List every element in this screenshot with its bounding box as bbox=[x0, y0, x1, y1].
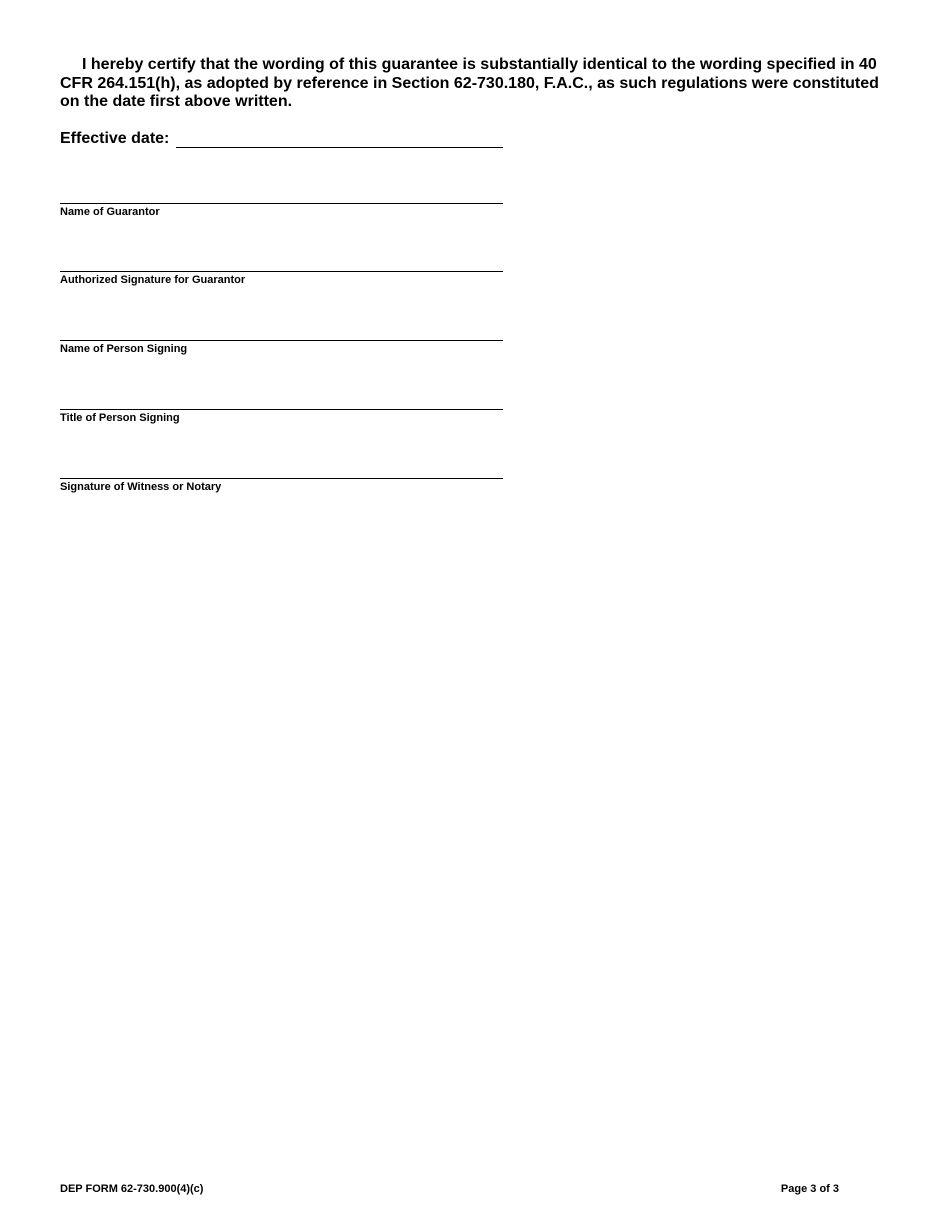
witness-signature-label: Signature of Witness or Notary bbox=[60, 481, 222, 493]
title-of-person-signing-field[interactable] bbox=[60, 409, 503, 410]
certification-statement: I hereby certify that the wording of this guarantee is substantially identical to the wording specified in 40 CFR 264.151(h), as adopted by reference in Section 62-730.180, F.A.C., as such regulations were constituted on the date first above written. bbox=[60, 56, 879, 110]
name-of-person-signing-label: Name of Person Signing bbox=[60, 343, 188, 355]
name-of-person-signing-field[interactable] bbox=[60, 340, 503, 341]
effective-date-field[interactable] bbox=[176, 147, 503, 148]
name-of-guarantor-field[interactable] bbox=[60, 203, 503, 204]
effective-date-row bbox=[60, 130, 503, 150]
authorized-signature-field[interactable] bbox=[60, 271, 503, 272]
witness-signature-field[interactable] bbox=[60, 478, 503, 479]
form-number: DEP FORM 62-730.900(4)(c) bbox=[60, 1183, 204, 1195]
authorized-signature-label: Authorized Signature for Guarantor bbox=[60, 274, 246, 286]
page-number: Page 3 of 3 bbox=[780, 1183, 839, 1195]
name-of-guarantor-label: Name of Guarantor bbox=[60, 206, 160, 218]
title-of-person-signing-label: Title of Person Signing bbox=[60, 412, 180, 424]
effective-date-label: Effective date: bbox=[60, 130, 170, 147]
